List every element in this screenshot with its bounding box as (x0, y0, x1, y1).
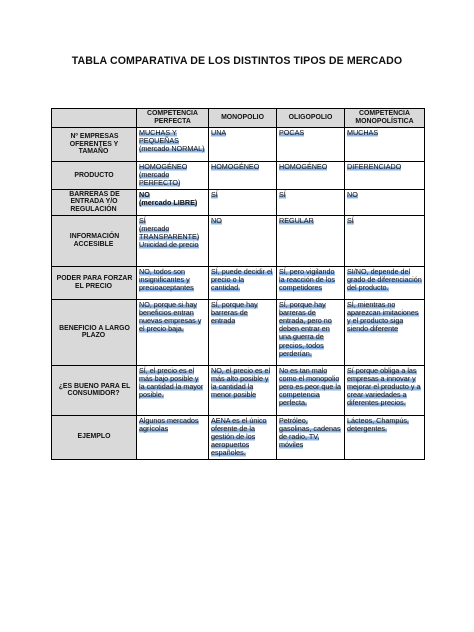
table-cell (345, 162, 425, 190)
cell-text: MUCHAS (347, 128, 379, 137)
page-title: TABLA COMPARATIVA DE LOS DISTINTOS TIPOS DE MERCADO (71, 55, 403, 67)
table-cell (137, 215, 209, 266)
cell-text: SÍ, mientras no aparezcan imitaciones y el producto siga siendo diferente (347, 299, 419, 334)
table-cell (345, 189, 425, 215)
table-cell (137, 299, 209, 365)
table-row (52, 299, 425, 365)
table-cell (209, 266, 277, 299)
cell-text: No es tan malo como el monopolio pero es peor que la competencia perfecta. (279, 365, 341, 408)
table-row (52, 162, 425, 190)
cell-text: Petróleo, gasolinas, cadenas de radio, TV, móviles (279, 415, 341, 450)
table-cell (277, 215, 345, 266)
cell-text: SÍ (279, 189, 286, 199)
table-cell (345, 128, 425, 162)
row-header-label: BENEFICIO A LARGO PLAZO (59, 324, 130, 340)
column-header: COMPETENCIA PERFECTA (137, 109, 209, 128)
header-corner-cell (52, 109, 137, 128)
cell-text: NO (347, 189, 358, 199)
table-cell (209, 365, 277, 415)
cell-text: Lácteos, Champús, detergentes. (347, 415, 409, 433)
table-cell (209, 128, 277, 162)
cell-text: POCAS (279, 128, 305, 137)
cell-text: NO, porque si hay beneficios entran nuevas empresas y el precio baja. (139, 299, 202, 334)
cell-text: DIFERENCIADO (347, 162, 402, 171)
table-cell (209, 299, 277, 365)
row-header-label: Nº EMPRESAS OFERENTES Y TAMAÑO (69, 133, 119, 156)
cell-text: HOMOGÉNEO (279, 162, 328, 171)
cell-text: Algunos mercados agrícolas (139, 415, 199, 433)
table-cell (209, 189, 277, 215)
row-header-label: EJEMPLO (77, 433, 111, 441)
cell-text: UNA (211, 128, 227, 137)
cell-text: SÍ, pero vigilando la reacción de los competidores (279, 266, 335, 293)
cell-text: HOMOGÉNEO (211, 162, 260, 171)
table-cell (345, 215, 425, 266)
table-cell (345, 415, 425, 459)
cell-text: SÍ, el precio es el más bajo posible y la cantidad la mayor posible. (139, 365, 204, 400)
table-row (52, 128, 425, 162)
table-cell (345, 266, 425, 299)
table-cell (209, 215, 277, 266)
cell-text: AENA es el único oferente de la gestión de los aeropuertos españoles. (211, 415, 267, 458)
cell-text: NO (211, 215, 222, 225)
table-cell (137, 162, 209, 190)
row-header (52, 215, 137, 266)
table-cell (345, 365, 425, 415)
row-header-label: INFORMACIÓN ACCESIBLE (69, 233, 120, 248)
cell-text: SÍ, porque hay barreras de entrada (211, 299, 258, 326)
table-cell (137, 266, 209, 299)
column-header: COMPETENCIA MONOPOLÍSTICA (345, 109, 425, 128)
cell-text: SÍ, porque hay barreras de entrada, pero no deben entrar en una guerra de precios, todos perderían. (279, 299, 332, 358)
cell-text: SÍ (mercado TRANSPARENTE) Unicidad de precio (139, 215, 200, 250)
table-row (52, 415, 425, 459)
cell-text: Sí porque obliga a las empresas a innovar y mejorar el producto y a crear variedades a diferentes precios. (347, 365, 421, 408)
table-cell (277, 266, 345, 299)
table-cell (277, 365, 345, 415)
cell-text: SÍ, puede decidir el precio o la cantidad. (211, 266, 273, 293)
table-row (52, 266, 425, 299)
row-header (52, 189, 137, 215)
row-header (52, 162, 137, 190)
table-cell (277, 415, 345, 459)
table-cell (277, 189, 345, 215)
table-cell (137, 128, 209, 162)
table-cell (209, 415, 277, 459)
table-cell (345, 299, 425, 365)
row-header (52, 299, 137, 365)
table-cell (137, 365, 209, 415)
cell-text: NO, el precio es el más alto posible y la cantidad la menor posible (211, 365, 271, 400)
cell-text: REGULAR (279, 215, 314, 225)
table-cell (209, 162, 277, 190)
row-header (52, 415, 137, 459)
row-header-label: ¿ES BUENO PARA EL CONSUMIDOR? (58, 382, 131, 398)
row-header-label: PRODUCTO (74, 171, 114, 179)
row-header (52, 128, 137, 162)
table-cell (277, 299, 345, 365)
table-header-row (52, 109, 425, 128)
column-header: OLIGOPOLIO (277, 109, 345, 128)
cell-text: SI/NO, depende del grado de diferenciación del producto. (347, 266, 422, 293)
cell-text: SÍ (347, 215, 354, 225)
table-cell (277, 162, 345, 190)
table-row (52, 215, 425, 266)
table-cell (137, 189, 209, 215)
cell-text: HOMOGÉNEO (mercado PERFECTO) (139, 162, 188, 188)
cell-text: NO (mercado LIBRE) (139, 189, 198, 207)
row-header-label: PODER PARA FORZAR EL PRECIO (56, 275, 133, 290)
cell-text: NO, todos son insignificantes y precioaceptantes (139, 266, 194, 293)
table-cell (277, 128, 345, 162)
comparison-table (51, 108, 425, 460)
cell-text: SÍ (211, 189, 218, 199)
cell-text: MUCHAS Y PEQUEÑAS (mercado NORMAL) (139, 128, 205, 154)
row-header-label: BARRERAS DE ENTRADA Y/O REGULACIÓN (69, 190, 120, 213)
table-cell (137, 415, 209, 459)
table-row (52, 189, 425, 215)
row-header (52, 365, 137, 415)
row-header (52, 266, 137, 299)
column-header: MONOPOLIO (209, 109, 277, 128)
table-row (52, 365, 425, 415)
